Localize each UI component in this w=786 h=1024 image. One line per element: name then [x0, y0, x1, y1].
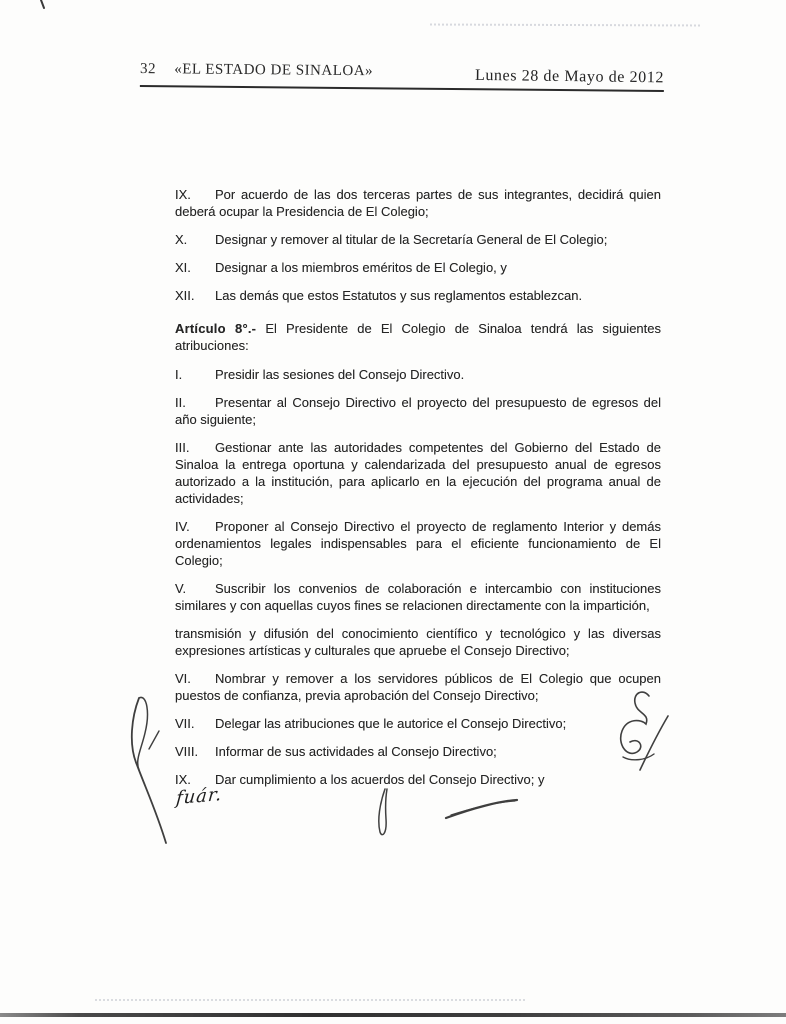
item-numeral: VIII. — [175, 744, 199, 759]
article-label: Artículo 8°.- — [175, 321, 257, 336]
list-item — [175, 518, 661, 569]
item-numeral: VII. — [175, 716, 195, 731]
item-text: Designar y remover al titular de la Secretaría General de El Colegio; — [215, 232, 608, 247]
item-numeral: X. — [175, 232, 188, 247]
item-text: Presentar al Consejo Directivo el proyecto del presupuesto de egresos del año siguiente; — [175, 395, 661, 427]
scan-artifact-dots-top — [430, 24, 700, 27]
list-item — [175, 231, 661, 248]
article-heading — [175, 320, 661, 354]
list-item — [175, 743, 661, 760]
item-text: Designar a los miembros eméritos de El Colegio, y — [215, 260, 507, 275]
publication-title: «EL ESTADO DE SINALOA» — [174, 61, 374, 80]
item-text: Nombrar y remover a los servidores públicos de El Colegio que ocupen puestos de confianza, previa aprobación del Consejo Directivo; — [175, 671, 661, 703]
list-item — [175, 394, 661, 428]
page-number: 32 — [139, 61, 157, 78]
list-item — [175, 259, 661, 276]
handwritten-annotation: fuár. — [175, 783, 224, 810]
item-numeral: IX. — [175, 187, 191, 202]
list-item — [175, 287, 661, 304]
article-heading-text: El Presidente de El Colegio de Sinaloa tendrá las siguientes atribuciones: — [175, 321, 661, 353]
item-text: Proponer al Consejo Directivo el proyecto de reglamento Interior y demás ordenamientos legales indispensables para el eficiente funcionamiento de El Colegio; — [175, 519, 661, 568]
paragraph-text: transmisión y difusión del conocimiento científico y tecnológico y las diversas expresiones artísticas y culturales que apruebe el Consejo Directivo; — [175, 626, 661, 658]
item-numeral: VI. — [175, 671, 191, 686]
item-text: Las demás que estos Estatutos y sus reglamentos establezcan. — [215, 288, 583, 303]
item-numeral: II. — [175, 395, 186, 410]
item-numeral: IV. — [175, 519, 190, 534]
scanner-edge-bar — [0, 1013, 786, 1017]
item-numeral: XI. — [175, 260, 191, 275]
list-item — [175, 366, 661, 383]
list-item — [175, 715, 661, 732]
list-item — [175, 670, 661, 704]
item-numeral: I. — [175, 367, 183, 382]
pen-stroke-horizontal — [446, 800, 517, 818]
item-text: Suscribir los convenios de colaboración e intercambio con instituciones similares y con aquellas cuyos fines se relacionen directamente con la impartición, — [175, 581, 661, 613]
margin-pen-stroke-left — [132, 697, 166, 843]
item-text: Presidir las sesiones del Consejo Directivo. — [215, 367, 465, 382]
scan-artifact-dots-bottom — [95, 999, 525, 1001]
item-numeral: III. — [175, 440, 190, 455]
item-text: Informar de sus actividades al Consejo Directivo; — [215, 744, 497, 759]
item-numeral: IX. — [175, 772, 191, 787]
page-header — [140, 60, 664, 92]
list-item — [175, 186, 661, 220]
item-text: Gestionar ante las autoridades competentes del Gobierno del Estado de Sinaloa la entrega oportuna y calendarizada del presupuesto anual de egresos autorizado a la institución, para aplicarlo en la ejecución del programa anual de actividades; — [175, 440, 661, 506]
item-numeral: V. — [175, 581, 187, 596]
document-body — [175, 186, 661, 799]
item-text: Dar cumplimiento a los acuerdos del Consejo Directivo; y — [215, 772, 545, 787]
item-text: Por acuerdo de las dos terceras partes de sus integrantes, decidirá quien deberá ocupar la Presidencia de El Colegio; — [175, 187, 661, 219]
item-numeral: XII. — [175, 288, 195, 303]
issue-date: Lunes 28 de Mayo de 2012 — [474, 66, 665, 87]
list-item — [175, 771, 661, 788]
item-text: Delegar las atribuciones que le autorice el Consejo Directivo; — [215, 716, 567, 731]
list-item — [175, 580, 661, 614]
list-item — [175, 439, 661, 507]
corner-mark — [41, 0, 44, 8]
masthead-left — [140, 61, 373, 80]
continuation-paragraph — [175, 625, 661, 659]
